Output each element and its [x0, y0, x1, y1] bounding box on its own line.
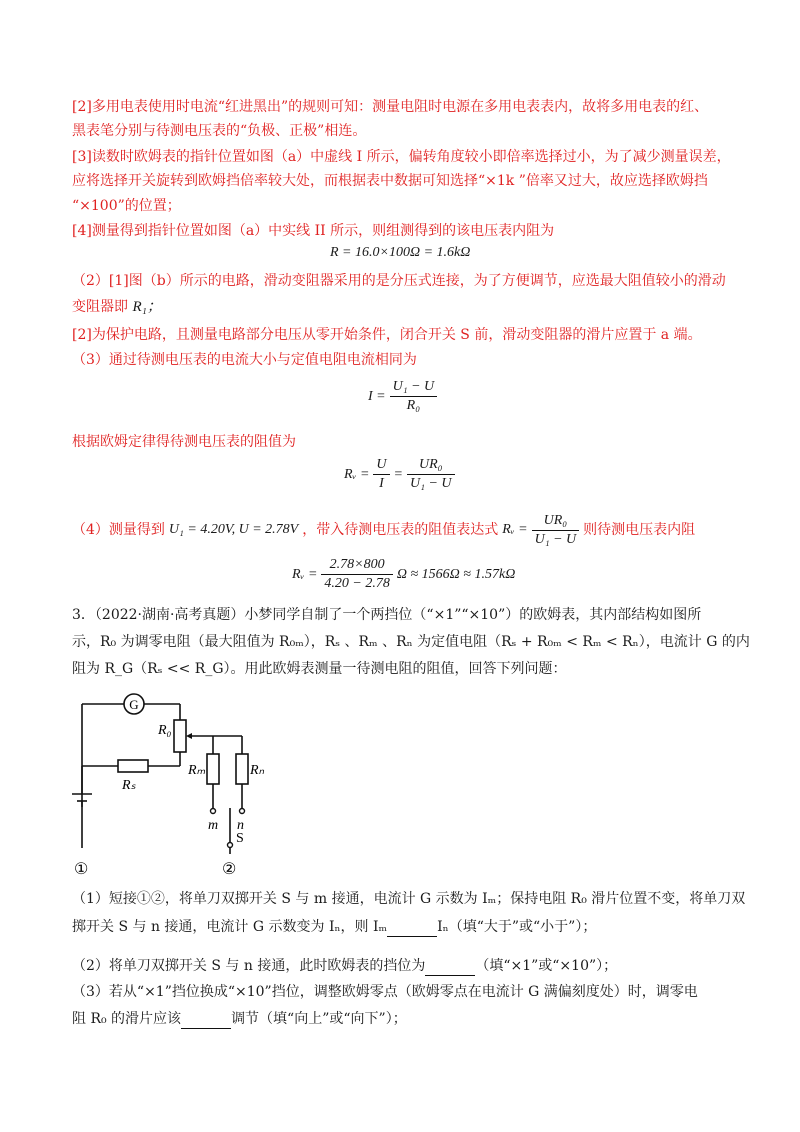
q4-text-c: 则待测电压表内阻 — [583, 522, 696, 538]
r0-label: R₀ — [158, 723, 172, 738]
terminal-2-label: ② — [222, 861, 237, 878]
eq3-num2: UR₀ — [407, 456, 455, 475]
eq3-left: Rᵥ = — [344, 466, 370, 482]
rn-label: Rₙ — [250, 763, 265, 778]
answer-blank-1[interactable] — [387, 922, 437, 937]
eq4-fraction — [321, 556, 392, 593]
terminal-1-label: ① — [74, 861, 89, 878]
eq4-right: Ω ≈ 1566Ω ≈ 1.57kΩ — [396, 566, 516, 582]
eq2-numerator: U₁ − U — [390, 378, 438, 397]
q4-text-a: （4）测量得到 — [72, 522, 165, 538]
explanation-q3: （3）通过待测电压表的电流大小与定值电阻电流相同为 — [72, 352, 417, 368]
equation-result — [292, 556, 515, 593]
equation-current — [368, 378, 437, 415]
eq2-fraction — [390, 378, 438, 415]
galvanometer-label: G — [129, 697, 139, 712]
explanation-p3: [3]读数时欧姆表的指针位置如图（a）中虚线 I 所示，偏转角度较小即倍率选择过小，为了减少测量误差， — [72, 149, 731, 165]
explanation-p3c: “×100”的位置； — [72, 198, 181, 214]
explanation-p3b: 应将选择开关旋转到欧姆挡倍率较大处，而根据表中数据可知选择“×1k ”倍率又过大，故应选择欧姆挡 — [72, 173, 708, 189]
eq3-fraction-1 — [373, 456, 389, 493]
eq2-denominator: R₀ — [406, 398, 421, 413]
eq4-numerator: 2.78×800 — [321, 556, 392, 575]
eq3-num1: U — [373, 456, 389, 475]
q2b-text: 变阻器即 — [72, 299, 128, 315]
q4-numerator: UR₀ — [532, 512, 580, 531]
q1c-text: Iₙ（填“大于”或“小于”）； — [437, 919, 597, 935]
q3c-text: 调节（填“向上”或“向下”）； — [231, 1011, 407, 1027]
q4-denominator: U₁ − U — [534, 531, 577, 547]
problem-intro-2: 示，R₀ 为调零电阻（最大阻值为 R₀ₘ），Rₛ 、Rₘ 、Rₙ 为定值电阻（Rₛ + R₀ₘ < Rₘ < Rₙ），电流计 G 的内 — [72, 634, 750, 650]
q1b-text: 掷开关 S 与 n 接通，电流计 G 示数变为 Iₙ，则 Iₘ — [72, 919, 388, 935]
q4-fraction — [532, 512, 580, 549]
q2-text-b: （填“×1”或“×10”）； — [475, 958, 618, 974]
switch-label: S — [236, 831, 244, 846]
q2b-symbol: R₁； — [132, 299, 162, 315]
m-label: m — [208, 818, 219, 833]
eq3-equals: = — [393, 466, 403, 482]
eq2-left: I = — [368, 388, 386, 404]
explanation-q2: （2）[1]图（b）所示的电路，滑动变阻器采用的是分压式连接，为了方便调节，应选最大阻值较小的滑动 — [72, 273, 726, 289]
q3b-text: 阻 R₀ 的滑片应该 — [72, 1011, 182, 1027]
q4-rv: Rᵥ = — [502, 522, 528, 537]
rs-label: Rₛ — [122, 778, 136, 793]
equation-rv — [344, 456, 455, 493]
q4-values: U₁ = 4.20V, U = 2.78V — [168, 522, 299, 537]
eq3-den1: I — [379, 476, 384, 491]
question-1a: （1）短接①②，将单刀双掷开关 S 与 m 接通，电流计 G 示数为 Iₘ；保持电阻 R₀ 滑片位置不变，将单刀双 — [72, 891, 746, 907]
explanation-law: 根据欧姆定律得待测电压表的阻值为 — [72, 434, 296, 450]
explanation-p2b: 黑表笔分别与待测电压表的“负极、正极”相连。 — [72, 123, 367, 139]
explanation-q2c: [2]为保护电路，且测量电路部分电压从零开始条件，闭合开关 S 前，滑动变阻器的滑片应置于 a 端。 — [72, 327, 702, 343]
q2-text-a: （2）将单刀双掷开关 S 与 n 接通，此时欧姆表的挡位为 — [72, 958, 426, 974]
explanation-q2b — [72, 297, 162, 317]
n-label: n — [237, 818, 244, 833]
q4-text-b: ，带入待测电压表的阻值表达式 — [302, 522, 499, 538]
question-3b — [72, 1009, 407, 1029]
problem-intro-1: 3．（2022·湖南·高考真题）小梦同学自制了一个两挡位（“×1”“×10”）的欧姆表，其内部结构如图所 — [72, 607, 702, 623]
question-2 — [72, 956, 617, 976]
answer-blank-3[interactable] — [181, 1014, 231, 1029]
problem-intro-3: 阻为 R_G（Rₛ << R_G）。用此欧姆表测量一待测电阻的阻值，回答下列问题： — [72, 661, 567, 677]
question-3a: （3）若从“×1”挡位换成“×10”挡位，调整欧姆零点（欧姆零点在电流计 G 满偏刻度处）时，调零电 — [72, 984, 698, 1000]
eq3-den2: U₁ − U — [410, 476, 452, 491]
explanation-q4 — [72, 512, 695, 548]
rm-label: Rₘ — [188, 763, 206, 778]
answer-blank-2[interactable] — [425, 961, 475, 976]
eq4-denominator: 4.20 − 2.78 — [324, 576, 390, 591]
explanation-p2: [2]多用电表使用时电流“红进黑出”的规则可知：测量电阻时电源在多用电表表内，故将多用电表的红、 — [72, 99, 709, 115]
eq4-left: Rᵥ = — [292, 566, 318, 582]
eq3-fraction-2 — [407, 456, 455, 493]
question-1b — [72, 917, 596, 937]
explanation-p4: [4]测量得到指针位置如图（a）中实线 II 所示，则组测得到的该电压表内阻为 — [72, 223, 555, 239]
equation-r-value: R = 16.0×100Ω = 1.6kΩ — [330, 245, 471, 260]
circuit-diagram — [60, 690, 300, 880]
